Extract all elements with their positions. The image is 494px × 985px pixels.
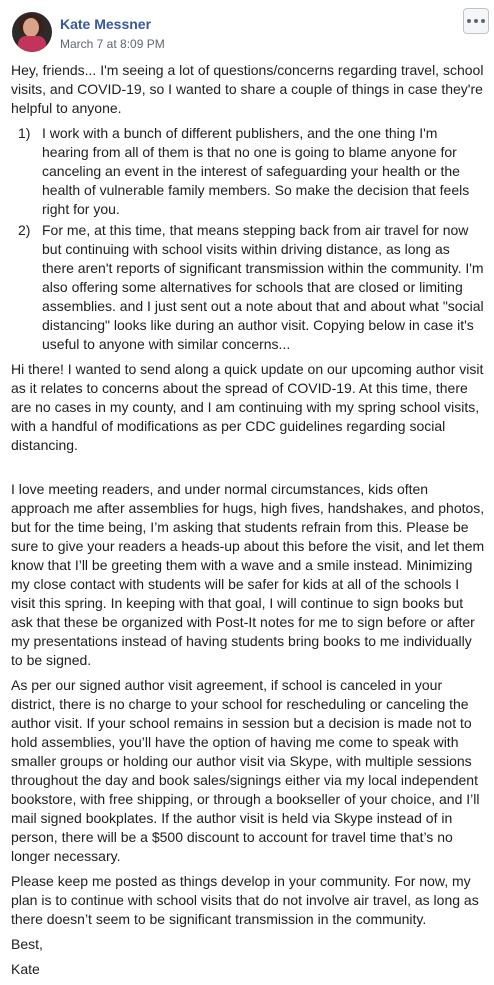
post-body [11, 61, 485, 985]
body-paragraph: I love meeting readers, and under normal circumstances, kids often approach me after assemblies for hugs, high fives, handshakes, and photos, but for the time being, I’m asking that students refrain from this. Please be sure to give your readers a heads-up about this before the visit, and let them know that I’ll be greeting them with a wave and a smile instead. Minimizing my close contact with students will be safer for kids at all of the schools I visit this spring. In keeping with that goal, I will continue to sign books but ask that these be organized with Post-It notes for me to sign before or after my presentations instead of having students bring books to me individually to be signed. [11, 481, 485, 668]
list-number: 1) [18, 125, 31, 141]
author-name[interactable]: Kate Messner [60, 16, 152, 32]
more-options-button[interactable] [463, 8, 489, 34]
list-item [11, 124, 485, 219]
body-paragraph: As per our signed author visit agreement, if school is canceled in your district, there is no charge to your school for rescheduling or canceling the author visit. If your school remains in session but a decision is made not to hold assemblies, you’ll have the option of having me come to speak with smaller groups or holding our author visit via Skype, with multiple sessions throughout the day and book sales/signings either via my local independent bookstore, with free shipping, or through a bookseller of your choice, and I’ll mail signed bookplates. If the author visit is held via Skype instead of in person, there will be a $500 discount to account for travel time that’s no longer necessary. [11, 677, 480, 864]
author-avatar[interactable] [12, 12, 52, 52]
list-item [11, 221, 485, 354]
signature: Kate [11, 961, 40, 977]
post-timestamp[interactable]: March 7 at 8:09 PM [60, 37, 165, 51]
numbered-list [11, 124, 485, 354]
signoff: Best, [11, 936, 43, 952]
body-paragraph: Hi there! I wanted to send along a quick update on our upcoming author visit as it relates to concerns about the spread of COVID-19. At this time, there are no cases in my county, and I am continuing with my spring school visits, with a handful of modifications as per CDC guidelines regarding social distancing. [11, 361, 484, 453]
more-options-icon [467, 19, 485, 23]
list-number: 2) [18, 222, 31, 238]
list-item-text: For me, at this time, that means stepping back from air travel for now but continuing with school visits within driving distance, as long as there aren't reports of significant transmission within the community. I'm also offering some alternatives for schools that are closed or limiting assemblies. and I just sent out a note about that and about what "social distancing" looks like during an author visit. Copying below in case it's useful to anyone with similar concerns... [42, 222, 484, 352]
body-paragraph: Please keep me posted as things develop in your community. For now, my plan is to continue with school visits that do not involve air travel, as long as there doesn’t seem to be significant transmission in the community. [11, 873, 479, 927]
intro-paragraph: Hey, friends... I'm seeing a lot of questions/concerns regarding travel, school visits, and COVID-19, so I wanted to share a couple of things in case they're helpful to anyone. [11, 62, 484, 116]
list-item-text: I work with a bunch of different publishers, and the one thing I'm hearing from all of them is that no one is going to blame anyone for canceling an event in the interest of safeguarding your health or the health of vulnerable family members. So make the decision that feels right for you. [42, 125, 470, 217]
